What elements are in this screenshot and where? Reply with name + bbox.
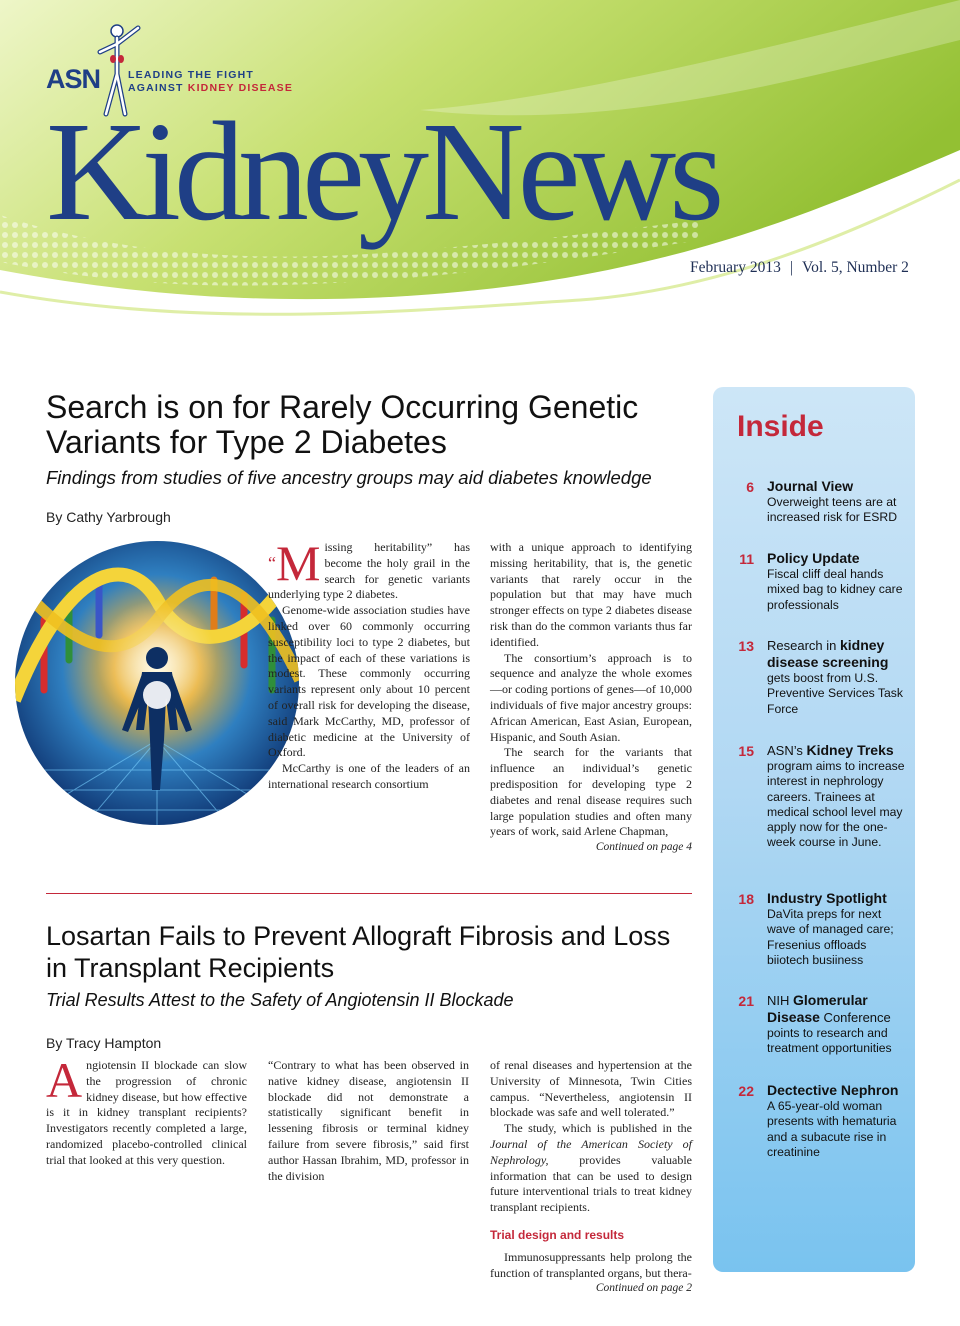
article1-continued[interactable]: Continued on page 4	[595, 841, 692, 854]
publication-title: KidneyNews	[46, 92, 718, 250]
issue-info: February 2013 | Vol. 5, Number 2	[690, 259, 909, 276]
toc-item-journal-view[interactable]: 6 Journal View Overweight teens are at increased risk for ESRD	[746, 478, 898, 525]
tagline-line1: LEADING THE FIGHT	[128, 69, 254, 81]
dna-human-figure-image	[14, 540, 300, 826]
article-divider	[46, 893, 692, 894]
inside-title: Inside	[737, 410, 824, 443]
article2-byline: By Tracy Hampton	[46, 1035, 162, 1051]
toc-item-kidney-treks[interactable]: 15 ASN’s Kidney Treks program aims to increase interest in nephrology careers. Trainees at medical school level may apply now for the one-week course in June.	[738, 742, 905, 850]
article1-dropcap: “M	[268, 535, 321, 591]
article2-column2: “Contrary to what has been observed in native kidney disease, angiotensin II blockade did not demonstrate a statistically significant benefit in lessening fibrosis or terminal kidney failure from severe fibrosis,” said first author Hassan Ibrahim, MD, professor in the division	[268, 1058, 469, 1183]
article1-headline: Search is on for Rarely Occurring Genetic Variants for Type 2 Diabetes	[46, 389, 639, 460]
toc-item-industry-spotlight[interactable]: 18 Industry Spotlight DaVita preps for next wave of managed care; Fresenius offloads biiotech busiiness	[738, 890, 894, 967]
article1-column1: “M issing heritability” has become the holy grail in the search for genetic variants underlying type 2 diabetes. Genome-wide association studies have linked over 60 commonly occurring susceptibility loci to type 2 diabetes, but the impact of each of these variations is modest. These commonly occurring variants represent only about 10 percent of overall risk for developing the disease, said Mark McCarthy, MD, professor of diabetic medicine at the University of Oxford. McCarthy is one of the leaders of an international research consortium	[268, 535, 470, 791]
article2-subhead: Trial design and results	[490, 1227, 625, 1242]
toc-item-detective-nephron[interactable]: 22 Dectective Nephron A 65-year-old woman presents with hematuria and a subacute rise in creatinine	[738, 1082, 899, 1159]
toc-item-glomerular-disease[interactable]: 21 NIH Glomerular Disease Conference points to research and treatment opportunities	[738, 992, 892, 1056]
article2-continued[interactable]: Continued on page 2	[595, 1282, 692, 1295]
toc-item-kidney-disease-screening[interactable]: 13 Research in kidney disease screening gets boost from U.S. Preventive Services Task Force	[738, 637, 903, 716]
toc-item-policy-update[interactable]: 11 Policy Update Fiscal cliff deal hands mixed bag to kidney care professionals	[739, 550, 903, 612]
article1-column2: with a unique approach to identifying missing heritability, that is, the genetic variants that rarely occur in the population but that may have much stronger effects on type 2 diabetes disease risk than do the common variants thus far identified. The consortium’s approach is to sequence and analyze the whole exomes—or coding portions of genes—of 10,000 individuals of five major ancestry groups: African American, East Asian, European, Hispanic, and South Asian. The search for the variants that influence an individual’s genetic predisposition for developing type 2 diabetes and renal disease requires such large population studies and often many years of work, said Arlene Chapman, Continued on page 4	[490, 540, 692, 856]
asn-logo-text: ASN	[46, 64, 101, 94]
issue-date: February 2013	[690, 259, 781, 276]
article1-byline: By Cathy Yarbrough	[46, 509, 171, 525]
issue-volume: Vol. 5, Number 2	[801, 259, 909, 276]
article2-column1: Angiotensin II blockade can slow the progression of chronic kidney disease, but how effective is it in kidney transplant recipients? Investigators recently completed a large, randomized placebo-controlled clinical trial that looked at this very question.	[46, 1052, 247, 1167]
article2-column3: of renal diseases and hypertension at the University of Minnesota, Twin Cities campus. “Nevertheless, angiotensin II blockade was safe and well tolerated.” The study, which is published in the Journal of the American Society of Nephrology, provides valuable information that can be used to design future interventional trials to treat kidney transplant recipients. Trial design and results Immunosuppressants help prolong the function of transplanted organs, but thera- Continued on page 2	[490, 1058, 692, 1297]
article1-deck: Findings from studies of five ancestry groups may aid diabetes knowledge	[46, 467, 652, 488]
article2-dropcap: A	[46, 1052, 83, 1108]
article2-headline: Losartan Fails to Prevent Allograft Fibrosis and Loss in Transplant Recipients	[46, 921, 671, 983]
article2-deck: Trial Results Attest to the Safety of Angiotensin II Blockade	[46, 990, 514, 1010]
tagline-line2: AGAINST KIDNEY DISEASE	[128, 82, 294, 94]
